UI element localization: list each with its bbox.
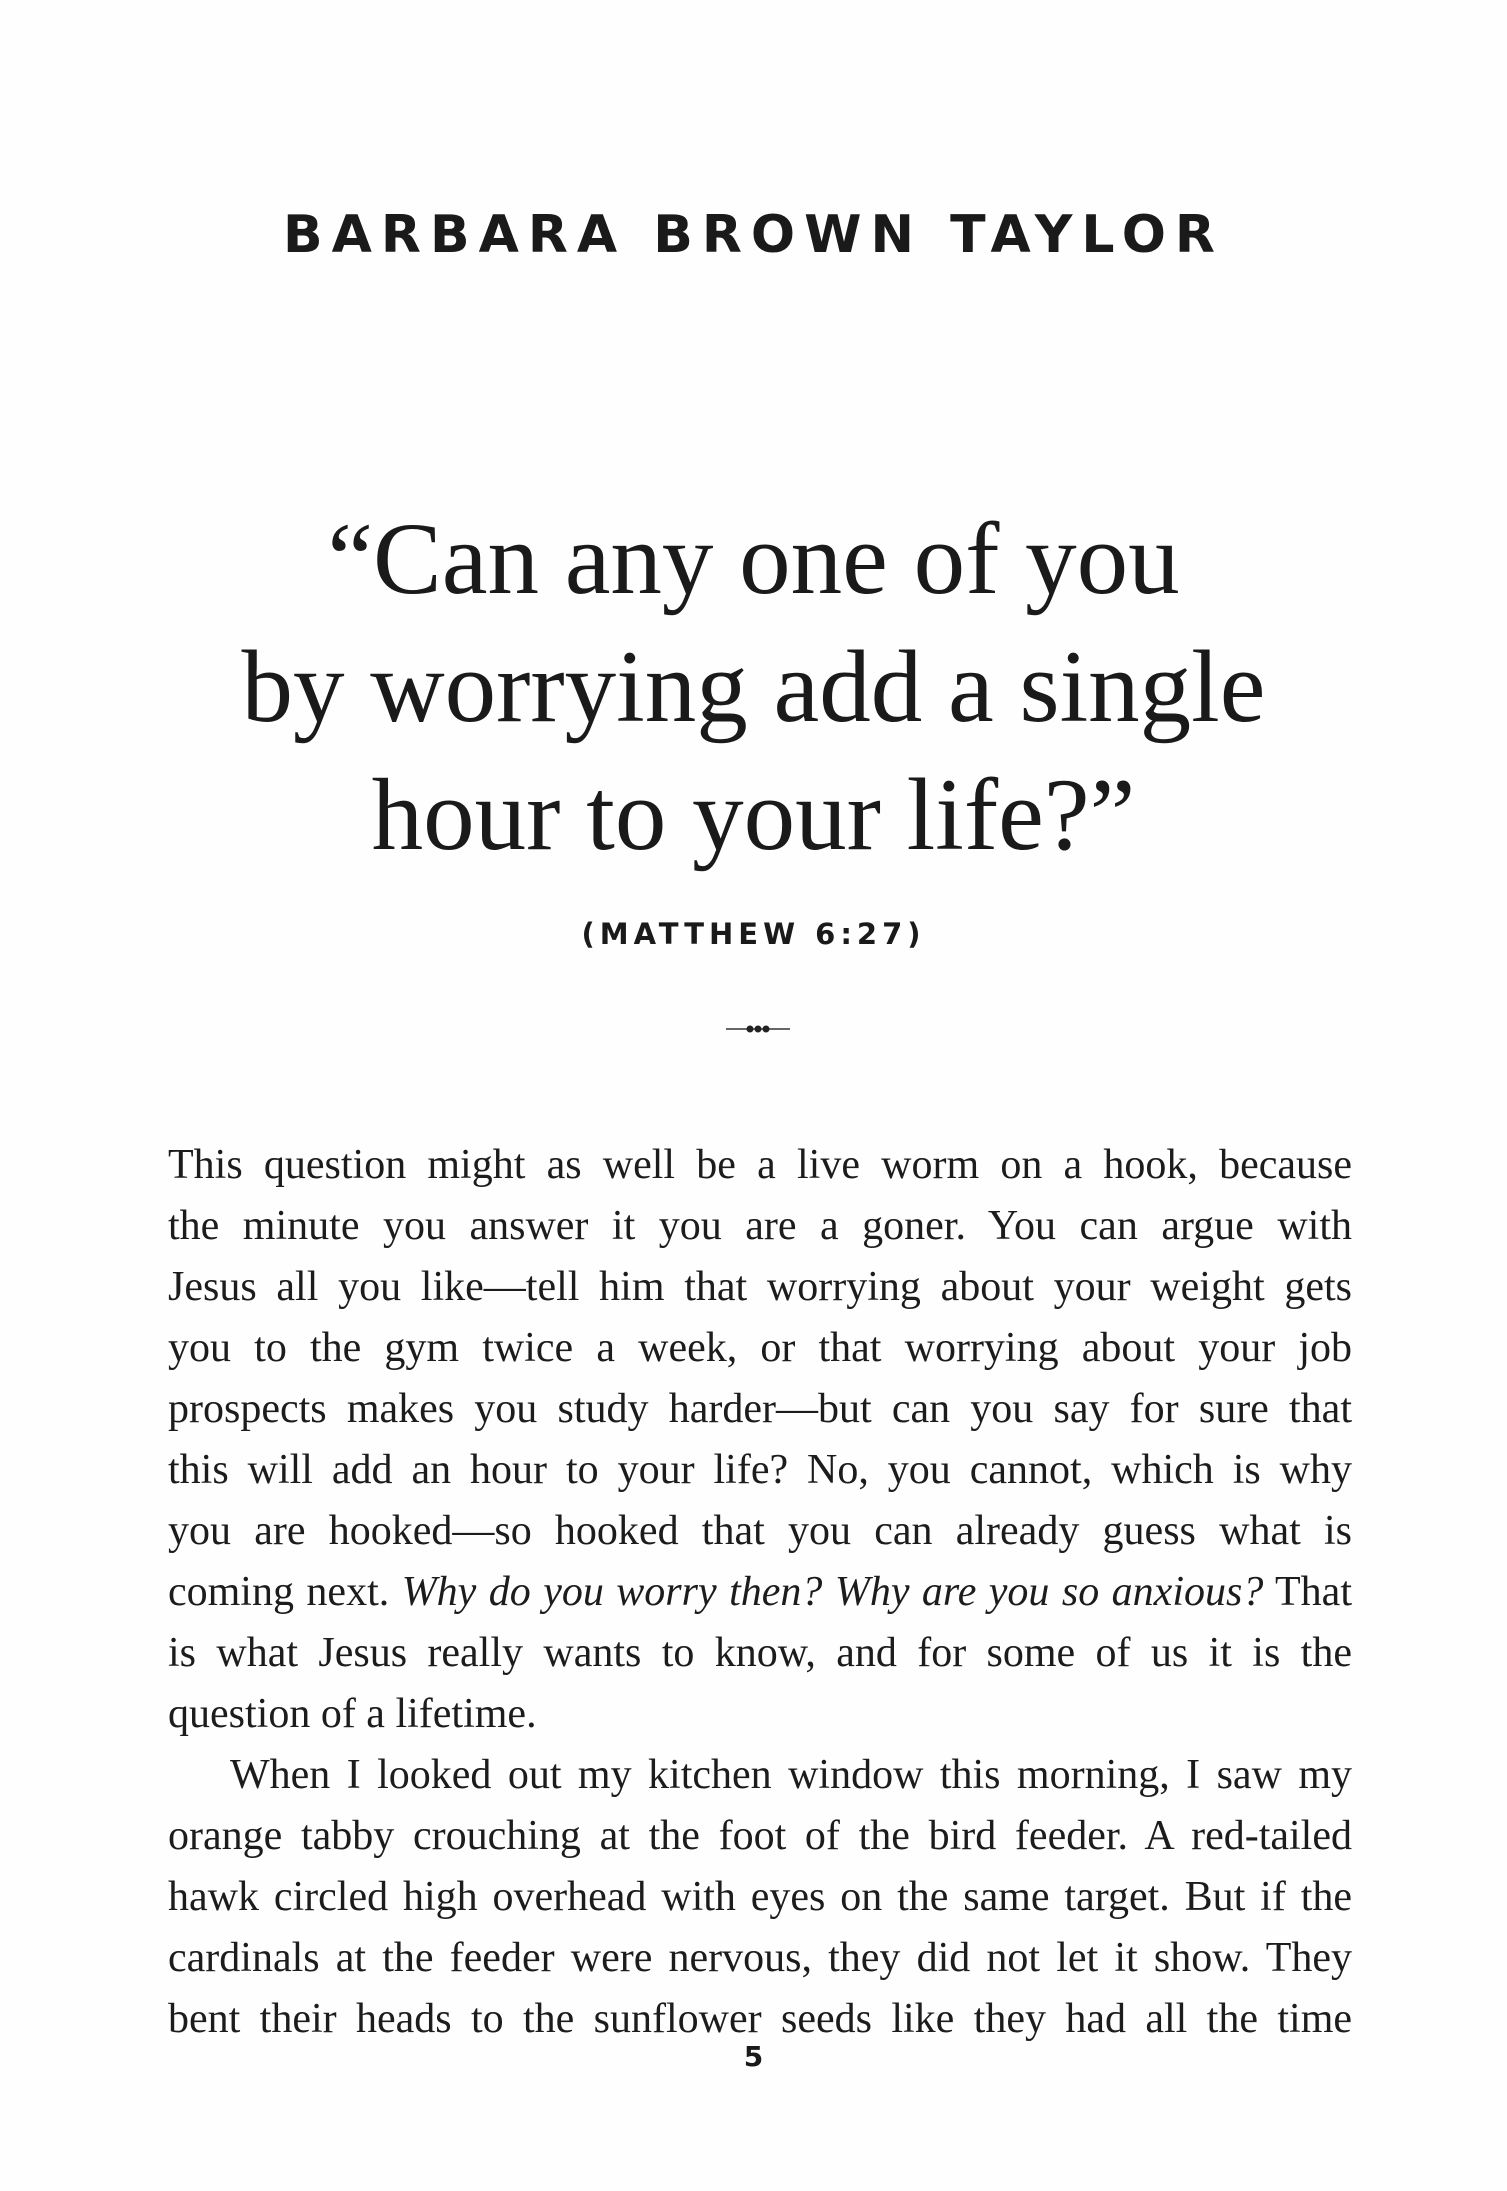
body-line: bent their heads to the sunflower seeds like they had all the time <box>168 1996 1352 2042</box>
body-line: Jesus all you like—tell him that worrying about your weight gets <box>168 1264 1352 1310</box>
body-line: this will add an hour to your life? No, you cannot, which is why <box>168 1447 1352 1493</box>
body-text-segment: That <box>1263 1569 1352 1615</box>
epigraph-line: by worrying add a single <box>241 630 1266 744</box>
body-line: hawk circled high overhead with eyes on the same target. But if the <box>168 1874 1352 1920</box>
body-line: orange tabby crouching at the foot of the bird feeder. A red-tailed <box>168 1813 1352 1859</box>
italic-question: Why do you worry then? Why are you so anxious? <box>401 1569 1264 1615</box>
body-line: cardinals at the feeder were nervous, they did not let it show. They <box>168 1935 1352 1981</box>
body-line: This question might as well be a live worm on a hook, because <box>168 1142 1352 1188</box>
body-line: question of a lifetime. <box>168 1691 537 1737</box>
body-text-segment: coming next. <box>168 1569 402 1615</box>
epigraph-citation: (MATTHEW 6:27) <box>581 917 926 951</box>
body-line: When I looked out my kitchen window this morning, I saw my <box>230 1752 1352 1798</box>
epigraph-line: hour to your life?” <box>371 758 1136 872</box>
body-line: prospects makes you study harder—but can you say for sure that <box>168 1386 1352 1432</box>
body-line: the minute you answer it you are a goner. You can argue with <box>168 1203 1352 1249</box>
epigraph-line: “Can any one of you <box>327 502 1180 616</box>
body-line: is what Jesus really wants to know, and for some of us it is the <box>168 1630 1352 1676</box>
body-text <box>168 1135 1352 2050</box>
epigraph-quote <box>0 495 1507 879</box>
ornament-divider-icon <box>726 1021 790 1037</box>
body-line-with-italic <box>168 1562 1352 1623</box>
body-line: you are hooked—so hooked that you can already guess what is <box>168 1508 1352 1554</box>
running-header-author: BARBARA BROWN TAYLOR <box>283 205 1224 265</box>
body-line: you to the gym twice a week, or that worrying about your job <box>168 1325 1352 1371</box>
page-number: 5 <box>743 2040 764 2073</box>
